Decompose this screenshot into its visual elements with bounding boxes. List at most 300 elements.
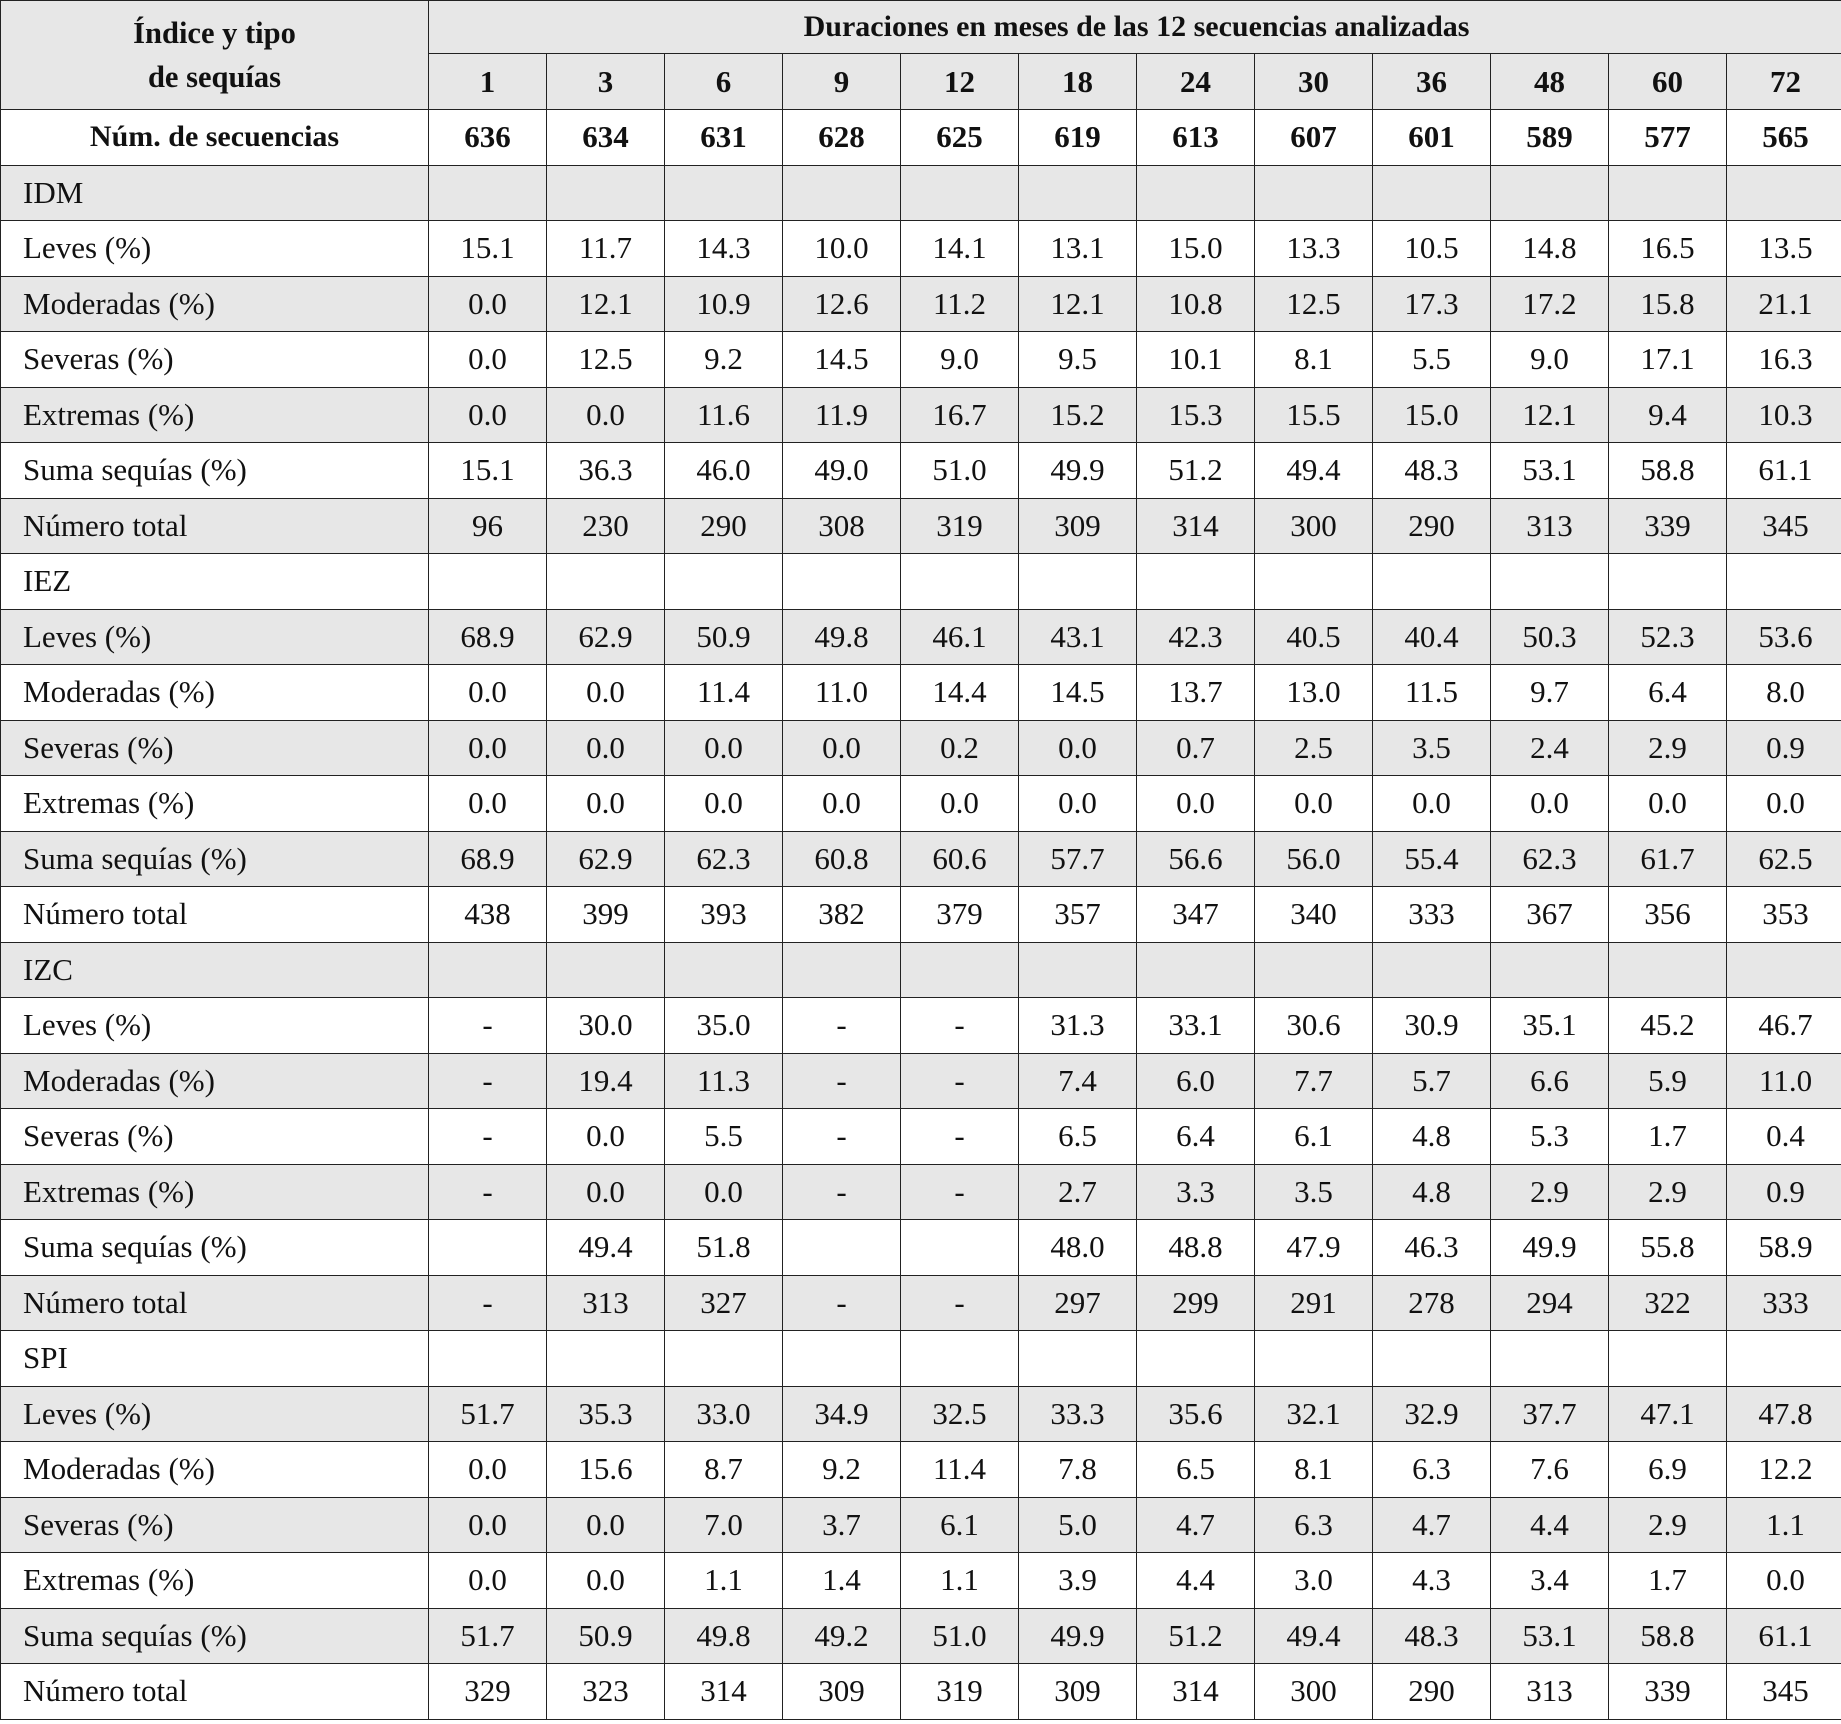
value-cell: 53.1 [1491,1608,1609,1664]
value-cell: 5.5 [665,1109,783,1165]
value-cell: 309 [1019,1664,1137,1720]
duration-header-cell: 60 [1609,54,1727,110]
value-cell: 309 [783,1664,901,1720]
table-row [1,1664,1841,1720]
section-empty-cell [901,554,1019,610]
value-cell: 333 [1373,887,1491,943]
value-cell: 37.7 [1491,1386,1609,1442]
value-cell: 51.7 [429,1608,547,1664]
table-row [1,1386,1841,1442]
value-cell: 11.3 [665,1053,783,1109]
value-cell: 51.0 [901,443,1019,499]
value-cell: 0.0 [783,776,901,832]
section-empty-cell [665,1331,783,1387]
row-label: Suma sequías (%) [1,831,429,887]
sequence-count-cell: 601 [1373,110,1491,166]
value-cell: 46.7 [1727,998,1841,1054]
value-cell: - [429,1275,547,1331]
value-cell: 2.9 [1609,720,1727,776]
row-label: Número total [1,1275,429,1331]
sequence-count-label: Núm. de secuencias [1,110,429,166]
value-cell: 10.9 [665,276,783,332]
value-cell: 62.3 [1491,831,1609,887]
value-cell: 0.0 [429,276,547,332]
section-empty-cell [901,165,1019,221]
section-empty-cell [1373,165,1491,221]
value-cell: 0.0 [547,1497,665,1553]
value-cell: 40.4 [1373,609,1491,665]
value-cell: 0.7 [1137,720,1255,776]
value-cell: 399 [547,887,665,943]
value-cell: 7.7 [1255,1053,1373,1109]
row-label: Suma sequías (%) [1,443,429,499]
value-cell: 1.7 [1609,1109,1727,1165]
value-cell: 49.0 [783,443,901,499]
value-cell: 49.8 [665,1608,783,1664]
value-cell: 46.0 [665,443,783,499]
value-cell: 35.0 [665,998,783,1054]
row-label: Número total [1,498,429,554]
table-row [1,831,1841,887]
sequence-count-cell: 619 [1019,110,1137,166]
value-cell: 1.1 [665,1553,783,1609]
value-cell: 36.3 [547,443,665,499]
value-cell: 0.0 [429,387,547,443]
value-cell: 48.0 [1019,1220,1137,1276]
value-cell: 10.8 [1137,276,1255,332]
value-cell: 6.0 [1137,1053,1255,1109]
section-empty-cell [783,942,901,998]
row-label: Número total [1,887,429,943]
value-cell: 12.5 [1255,276,1373,332]
table-row [1,276,1841,332]
value-cell: 4.8 [1373,1109,1491,1165]
value-cell: 3.0 [1255,1553,1373,1609]
value-cell: 314 [1137,1664,1255,1720]
duration-header-cell: 30 [1255,54,1373,110]
value-cell: 49.9 [1019,1608,1137,1664]
value-cell: 299 [1137,1275,1255,1331]
value-cell: 45.2 [1609,998,1727,1054]
duration-header-cell: 36 [1373,54,1491,110]
table-row [1,221,1841,277]
value-cell: 0.0 [547,1553,665,1609]
section-empty-cell [1727,942,1841,998]
table-row [1,1109,1841,1165]
value-cell: 12.2 [1727,1442,1841,1498]
value-cell: 17.1 [1609,332,1727,388]
value-cell: 32.5 [901,1386,1019,1442]
value-cell: 61.1 [1727,443,1841,499]
header-row-top [1,1,1841,54]
value-cell: 49.2 [783,1608,901,1664]
value-cell: 15.6 [547,1442,665,1498]
section-empty-cell [665,554,783,610]
section-empty-cell [429,942,547,998]
value-cell: 3.9 [1019,1553,1137,1609]
value-cell: 339 [1609,1664,1727,1720]
section-empty-cell [1727,165,1841,221]
value-cell: 323 [547,1664,665,1720]
row-label: Moderadas (%) [1,276,429,332]
value-cell: 6.3 [1373,1442,1491,1498]
value-cell: 49.9 [1491,1220,1609,1276]
value-cell: 53.1 [1491,443,1609,499]
value-cell: 300 [1255,1664,1373,1720]
value-cell: 16.3 [1727,332,1841,388]
value-cell: 313 [547,1275,665,1331]
value-cell: 62.9 [547,831,665,887]
value-cell: 10.5 [1373,221,1491,277]
value-cell: - [783,1053,901,1109]
section-empty-cell [1727,554,1841,610]
value-cell: 291 [1255,1275,1373,1331]
section-empty-cell [665,942,783,998]
value-cell: 347 [1137,887,1255,943]
value-cell: 0.0 [429,665,547,721]
section-row-iez [1,554,1841,610]
section-empty-cell [783,554,901,610]
value-cell: 340 [1255,887,1373,943]
value-cell: 58.8 [1609,443,1727,499]
value-cell: 15.1 [429,221,547,277]
section-empty-cell [901,1331,1019,1387]
value-cell: 11.9 [783,387,901,443]
sequence-count-cell: 625 [901,110,1019,166]
value-cell: 313 [1491,498,1609,554]
sequence-count-cell: 634 [547,110,665,166]
value-cell: 62.5 [1727,831,1841,887]
value-cell: 2.5 [1255,720,1373,776]
value-cell: 357 [1019,887,1137,943]
value-cell: 13.1 [1019,221,1137,277]
value-cell: 0.0 [1019,720,1137,776]
duration-header-cell: 24 [1137,54,1255,110]
section-empty-cell [429,1331,547,1387]
section-empty-cell [1137,942,1255,998]
value-cell: 21.1 [1727,276,1841,332]
value-cell: 4.7 [1373,1497,1491,1553]
value-cell: 4.7 [1137,1497,1255,1553]
value-cell: 13.7 [1137,665,1255,721]
value-cell: 4.3 [1373,1553,1491,1609]
section-empty-cell [429,554,547,610]
sequence-count-row [1,110,1841,166]
duration-header-cell: 9 [783,54,901,110]
value-cell: 6.6 [1491,1053,1609,1109]
value-cell: 6.4 [1137,1109,1255,1165]
value-cell: - [901,1053,1019,1109]
value-cell: 51.0 [901,1608,1019,1664]
value-cell: - [901,1164,1019,1220]
value-cell: - [783,1275,901,1331]
row-label: Leves (%) [1,1386,429,1442]
value-cell: 0.0 [429,720,547,776]
value-cell: 14.1 [901,221,1019,277]
table-row [1,776,1841,832]
value-cell: 11.4 [665,665,783,721]
table-row [1,443,1841,499]
section-empty-cell [547,942,665,998]
value-cell: 10.0 [783,221,901,277]
value-cell: 12.6 [783,276,901,332]
value-cell: 49.4 [1255,443,1373,499]
value-cell: 46.3 [1373,1220,1491,1276]
value-cell: 0.0 [665,720,783,776]
value-cell: 0.0 [547,665,665,721]
value-cell: 3.4 [1491,1553,1609,1609]
value-cell: 9.0 [901,332,1019,388]
value-cell: 12.1 [1019,276,1137,332]
value-cell: 62.3 [665,831,783,887]
value-cell: 297 [1019,1275,1137,1331]
value-cell: 30.6 [1255,998,1373,1054]
value-cell: 278 [1373,1275,1491,1331]
value-cell: 313 [1491,1664,1609,1720]
value-cell: 379 [901,887,1019,943]
duration-header-cell: 1 [429,54,547,110]
value-cell: - [901,1275,1019,1331]
duration-header-cell: 6 [665,54,783,110]
value-cell: 0.9 [1727,1164,1841,1220]
value-cell: 319 [901,498,1019,554]
value-cell: 9.2 [783,1442,901,1498]
value-cell: 0.0 [901,776,1019,832]
row-label: Suma sequías (%) [1,1608,429,1664]
value-cell: 294 [1491,1275,1609,1331]
value-cell: 9.5 [1019,332,1137,388]
value-cell: 308 [783,498,901,554]
value-cell: - [429,1164,547,1220]
section-empty-cell [1727,1331,1841,1387]
value-cell: 14.3 [665,221,783,277]
value-cell: 0.0 [429,776,547,832]
section-empty-cell [1255,165,1373,221]
value-cell: 10.1 [1137,332,1255,388]
value-cell: 35.3 [547,1386,665,1442]
value-cell: 0.0 [547,720,665,776]
sequence-count-cell: 613 [1137,110,1255,166]
duration-header-cell: 72 [1727,54,1841,110]
section-empty-cell [1609,1331,1727,1387]
section-empty-cell [547,554,665,610]
value-cell: 48.8 [1137,1220,1255,1276]
value-cell: 49.9 [1019,443,1137,499]
value-cell: 51.2 [1137,1608,1255,1664]
value-cell: 356 [1609,887,1727,943]
table-row [1,609,1841,665]
section-empty-cell [1609,165,1727,221]
value-cell: 68.9 [429,609,547,665]
value-cell: 1.1 [901,1553,1019,1609]
value-cell: 6.1 [901,1497,1019,1553]
value-cell: 61.7 [1609,831,1727,887]
value-cell: 15.2 [1019,387,1137,443]
value-cell: 339 [1609,498,1727,554]
value-cell: 6.1 [1255,1109,1373,1165]
value-cell: 2.9 [1609,1164,1727,1220]
value-cell: 0.0 [1137,776,1255,832]
value-cell: 13.3 [1255,221,1373,277]
value-cell: 290 [1373,1664,1491,1720]
value-cell: 15.3 [1137,387,1255,443]
section-empty-cell [1491,942,1609,998]
value-cell: 7.4 [1019,1053,1137,1109]
table-row [1,665,1841,721]
section-empty-cell [1019,1331,1137,1387]
section-empty-cell [783,1331,901,1387]
value-cell: 6.3 [1255,1497,1373,1553]
value-cell: 0.2 [901,720,1019,776]
value-cell: 50.9 [547,1608,665,1664]
value-cell: 230 [547,498,665,554]
value-cell: 9.7 [1491,665,1609,721]
value-cell: 47.1 [1609,1386,1727,1442]
value-cell: 6.5 [1019,1109,1137,1165]
section-empty-cell [1609,942,1727,998]
value-cell: 3.5 [1373,720,1491,776]
section-empty-cell [1019,942,1137,998]
value-cell: 382 [783,887,901,943]
value-cell: - [429,1053,547,1109]
table-row [1,332,1841,388]
section-empty-cell [1019,554,1137,610]
value-cell: - [429,998,547,1054]
value-cell: 0.0 [783,720,901,776]
row-label: Suma sequías (%) [1,1220,429,1276]
value-cell: 327 [665,1275,783,1331]
value-cell: 5.5 [1373,332,1491,388]
value-cell: 9.4 [1609,387,1727,443]
value-cell: 51.2 [1137,443,1255,499]
value-cell: 33.1 [1137,998,1255,1054]
duration-header-cell: 3 [547,54,665,110]
section-empty-cell [1137,1331,1255,1387]
value-cell: 55.8 [1609,1220,1727,1276]
row-label: Extremas (%) [1,776,429,832]
value-cell: 2.7 [1019,1164,1137,1220]
table-row [1,1608,1841,1664]
value-cell: 0.0 [1255,776,1373,832]
value-cell: 8.1 [1255,1442,1373,1498]
value-cell: 6.9 [1609,1442,1727,1498]
value-cell: 393 [665,887,783,943]
value-cell: 12.1 [1491,387,1609,443]
section-row-izc [1,942,1841,998]
value-cell: 46.1 [901,609,1019,665]
value-cell: 14.4 [901,665,1019,721]
value-cell: 40.5 [1255,609,1373,665]
table-row [1,1164,1841,1220]
durations-header: Duraciones en meses de las 12 secuencias analizadas [429,1,1841,54]
section-empty-cell [429,165,547,221]
value-cell: 0.0 [1609,776,1727,832]
table-row [1,1553,1841,1609]
value-cell: 0.0 [547,1109,665,1165]
row-label: Moderadas (%) [1,665,429,721]
value-cell: 0.0 [547,1164,665,1220]
value-cell: 43.1 [1019,609,1137,665]
value-cell: 353 [1727,887,1841,943]
value-cell: 4.4 [1137,1553,1255,1609]
value-cell: 1.7 [1609,1553,1727,1609]
section-empty-cell [1019,165,1137,221]
value-cell: 30.9 [1373,998,1491,1054]
value-cell: 58.8 [1609,1608,1727,1664]
section-label: IEZ [1,554,429,610]
table-head [1,1,1841,166]
value-cell [429,1220,547,1276]
section-empty-cell [1137,554,1255,610]
value-cell: 11.0 [783,665,901,721]
sequence-count-cell: 577 [1609,110,1727,166]
value-cell: 3.5 [1255,1164,1373,1220]
value-cell: 34.9 [783,1386,901,1442]
table-row [1,998,1841,1054]
sequence-count-cell: 589 [1491,110,1609,166]
value-cell: 16.7 [901,387,1019,443]
section-empty-cell [547,1331,665,1387]
table-body [1,165,1841,1719]
value-cell: 58.9 [1727,1220,1841,1276]
value-cell: 62.9 [547,609,665,665]
section-empty-cell [1255,1331,1373,1387]
value-cell: 5.7 [1373,1053,1491,1109]
section-empty-cell [1137,165,1255,221]
value-cell: 1.4 [783,1553,901,1609]
value-cell: 49.4 [547,1220,665,1276]
value-cell: 345 [1727,498,1841,554]
row-label: Leves (%) [1,609,429,665]
value-cell: 0.9 [1727,720,1841,776]
value-cell: 2.9 [1491,1164,1609,1220]
value-cell: 15.5 [1255,387,1373,443]
value-cell: 31.3 [1019,998,1137,1054]
row-label: Leves (%) [1,998,429,1054]
section-row-idm [1,165,1841,221]
sequence-count-cell: 607 [1255,110,1373,166]
table-row [1,1497,1841,1553]
row-label: Extremas (%) [1,1164,429,1220]
value-cell: 0.0 [1491,776,1609,832]
value-cell: 8.7 [665,1442,783,1498]
value-cell: 11.6 [665,387,783,443]
index-type-header-line2: de sequías [147,60,282,94]
row-label: Severas (%) [1,720,429,776]
table-row [1,887,1841,943]
value-cell: 0.0 [429,332,547,388]
section-label: SPI [1,1331,429,1387]
value-cell: 0.0 [429,1553,547,1609]
value-cell: 2.9 [1609,1497,1727,1553]
value-cell: 14.5 [1019,665,1137,721]
value-cell: 68.9 [429,831,547,887]
row-label: Severas (%) [1,1497,429,1553]
value-cell: 3.7 [783,1497,901,1553]
value-cell: 14.5 [783,332,901,388]
table-row [1,1053,1841,1109]
value-cell: 345 [1727,1664,1841,1720]
value-cell: 7.8 [1019,1442,1137,1498]
value-cell: 0.0 [1019,776,1137,832]
value-cell: 15.0 [1137,221,1255,277]
value-cell: 16.5 [1609,221,1727,277]
value-cell: 32.9 [1373,1386,1491,1442]
section-empty-cell [1491,554,1609,610]
value-cell: 48.3 [1373,443,1491,499]
value-cell: 33.3 [1019,1386,1137,1442]
value-cell: 15.0 [1373,387,1491,443]
